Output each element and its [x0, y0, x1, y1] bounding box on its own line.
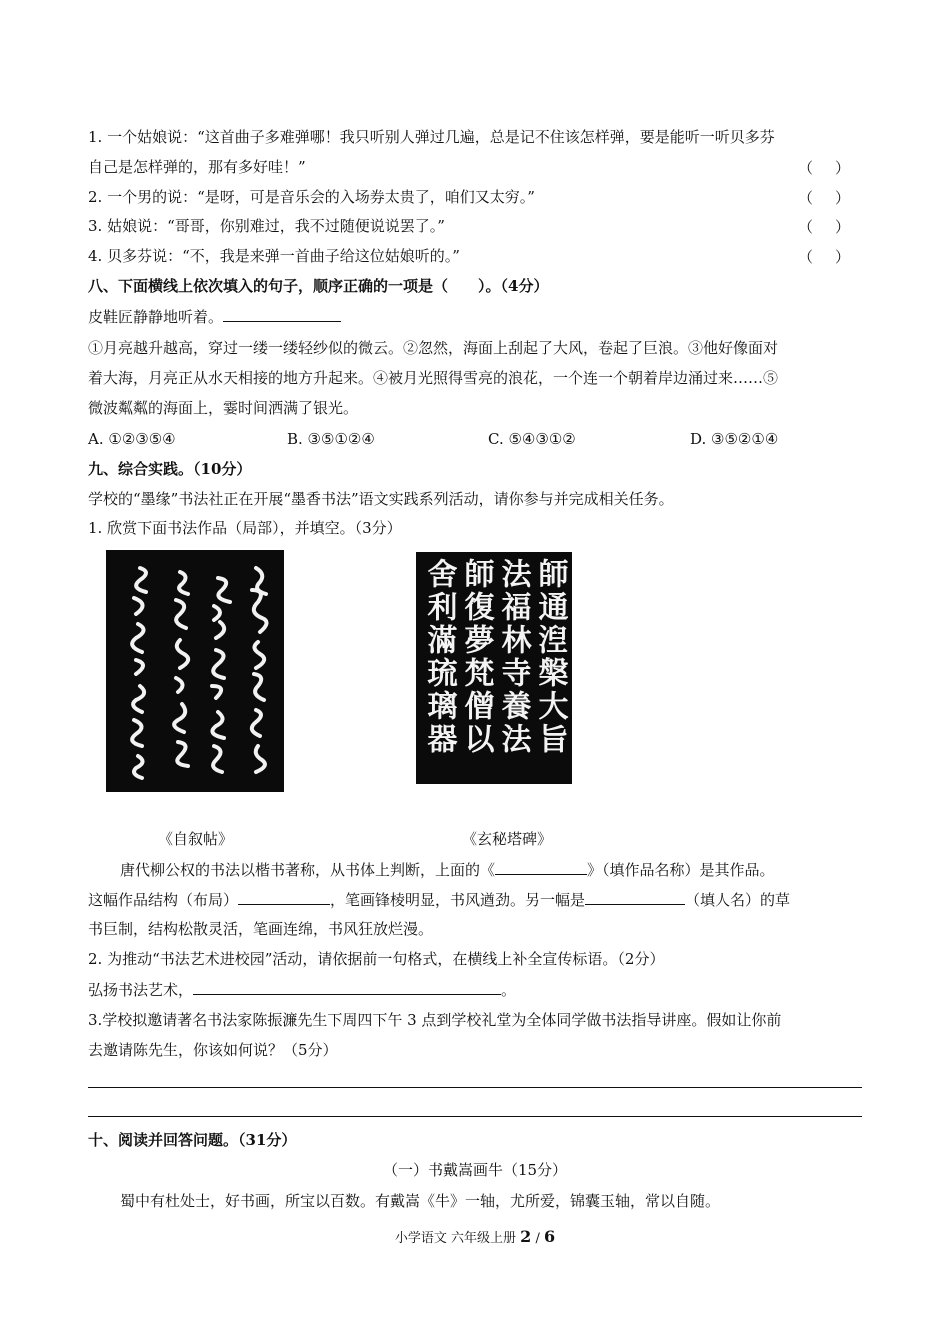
q10-heading: 十、阅读并回答问题。（31分） [88, 1131, 297, 1149]
q9-blank-person [585, 889, 685, 905]
q8-option-a: A. ①②③⑤④ [88, 430, 176, 448]
q9-sub2: 2. 为推动“书法艺术进校园”活动，请依据前一句格式，在横线上补全宣传标语。（2分） [88, 950, 665, 968]
q8-blank [223, 306, 341, 322]
q9-sub1: 1. 欣赏下面书法作品（局部），并填空。（3分） [88, 519, 402, 537]
q7-item-3: 3. 姑娘说：“哥哥，你别难过，我不过随便说说罢了。” [88, 217, 445, 235]
q7-answer-paren-1: （ ） [798, 159, 850, 177]
page-footer [0, 1227, 950, 1246]
q9-slogan: 弘扬书法艺术， 。 [88, 981, 517, 999]
answer-line-1 [88, 1087, 862, 1088]
right-image-column-1: 師通湼槃大旨 [532, 558, 568, 756]
footer-page-number: 2 [520, 1227, 532, 1246]
footer-label: 小学语文 六年级上册 [394, 1231, 517, 1246]
q9-slogan-blank [193, 979, 501, 995]
footer-separator: / [531, 1231, 544, 1246]
answer-line-2 [88, 1116, 862, 1117]
q9-heading: 九、综合实践。（10分） [88, 460, 252, 478]
caption-xuanmitabei: 《玄秘塔碑》 [462, 830, 553, 848]
q7-item-4: 4. 贝多芬说：“不，我是来弹一首曲子给这位姑娘听的。” [88, 247, 460, 265]
q8-option-b: B. ③⑤①②④ [287, 430, 375, 448]
q9-para1: 唐代柳公权的书法以楷书著称，从书体上判断，上面的《 》（填作品名称）是其作品。 [120, 861, 775, 879]
q8-option-c: C. ⑤④③①② [488, 430, 576, 448]
q9-para2: 这幅作品结构（布局） ，笔画锋棱明显，书风遒劲。另一幅是 （填人名）的草 [88, 891, 791, 909]
q7-answer-paren-2: （ ） [798, 189, 850, 207]
footer-page-total: 6 [543, 1227, 556, 1246]
q7-item-1-cont: 自己是怎样弹的，那有多好哇！” [88, 158, 306, 176]
q9-para3: 书巨制，结构松散灵活，笔画连绵，书风狂放烂漫。 [88, 920, 434, 938]
q9-blank-work-name [495, 859, 587, 875]
calligraphy-image-xuanmitabei [416, 552, 572, 784]
q9-intro: 学校的“墨缘”书法社正在开展“墨香书法”语文实践系列活动，请你参与并完成相关任务。 [88, 490, 674, 508]
q8-passage-line-3: 微波粼粼的海面上，霎时间洒满了银光。 [88, 399, 359, 417]
right-image-column-2: 法福林寺養法 [495, 558, 531, 756]
q7-answer-paren-4: （ ） [798, 248, 850, 266]
right-image-column-4: 舍利滿琉璃器 [421, 558, 457, 756]
q8-stem: 皮鞋匠静静地听着。 [88, 306, 862, 327]
q9-sub3-line-1: 3.学校拟邀请著名书法家陈振濂先生下周四下午 3 点到学校礼堂为全体同学做书法指导讲座。假如让你前 [88, 1011, 782, 1029]
q8-passage-line-1: ①月亮越升越高，穿过一缕一缕轻纱似的微云。②忽然，海面上刮起了大风，卷起了巨浪。③他好像面对 [88, 339, 779, 357]
q10-text: 蜀中有杜处士，好书画，所宝以百数。有戴嵩《牛》一轴，尤所爱，锦囊玉轴，常以自随。 [120, 1192, 721, 1210]
q9-sub3-line-2: 去邀请陈先生，你该如何说？（5分） [88, 1041, 338, 1059]
q7-item-2: 2. 一个男的说：“是呀，可是音乐会的入场券太贵了，咱们又太穷。” [88, 188, 535, 206]
caption-zixutie: 《自叙帖》 [158, 830, 234, 848]
calligraphy-image-zixutie [106, 550, 284, 792]
q7-answer-paren-3: （ ） [798, 218, 850, 236]
q8-heading: 八、下面横线上依次填入的句子，顺序正确的一项是（ ）。（4分） [88, 277, 549, 295]
q8-passage-line-2: 着大海，月亮正从水天相接的地方升起来。④被月光照得雪亮的浪花，一个连一个朝着岸边涌过来……⑤ [88, 369, 779, 387]
right-image-column-3: 師復夢梵僧以 [458, 558, 494, 756]
q10-sub-title: （一）书戴嵩画牛（15分） [382, 1161, 568, 1179]
q8-option-d: D. ③⑤②①④ [690, 430, 779, 448]
q9-blank-structure [238, 889, 330, 905]
q7-item-1: 1. 一个姑娘说：“这首曲子多难弹哪！我只听别人弹过几遍，总是记不住该怎样弹，要是能听一听贝多芬 [88, 128, 775, 146]
